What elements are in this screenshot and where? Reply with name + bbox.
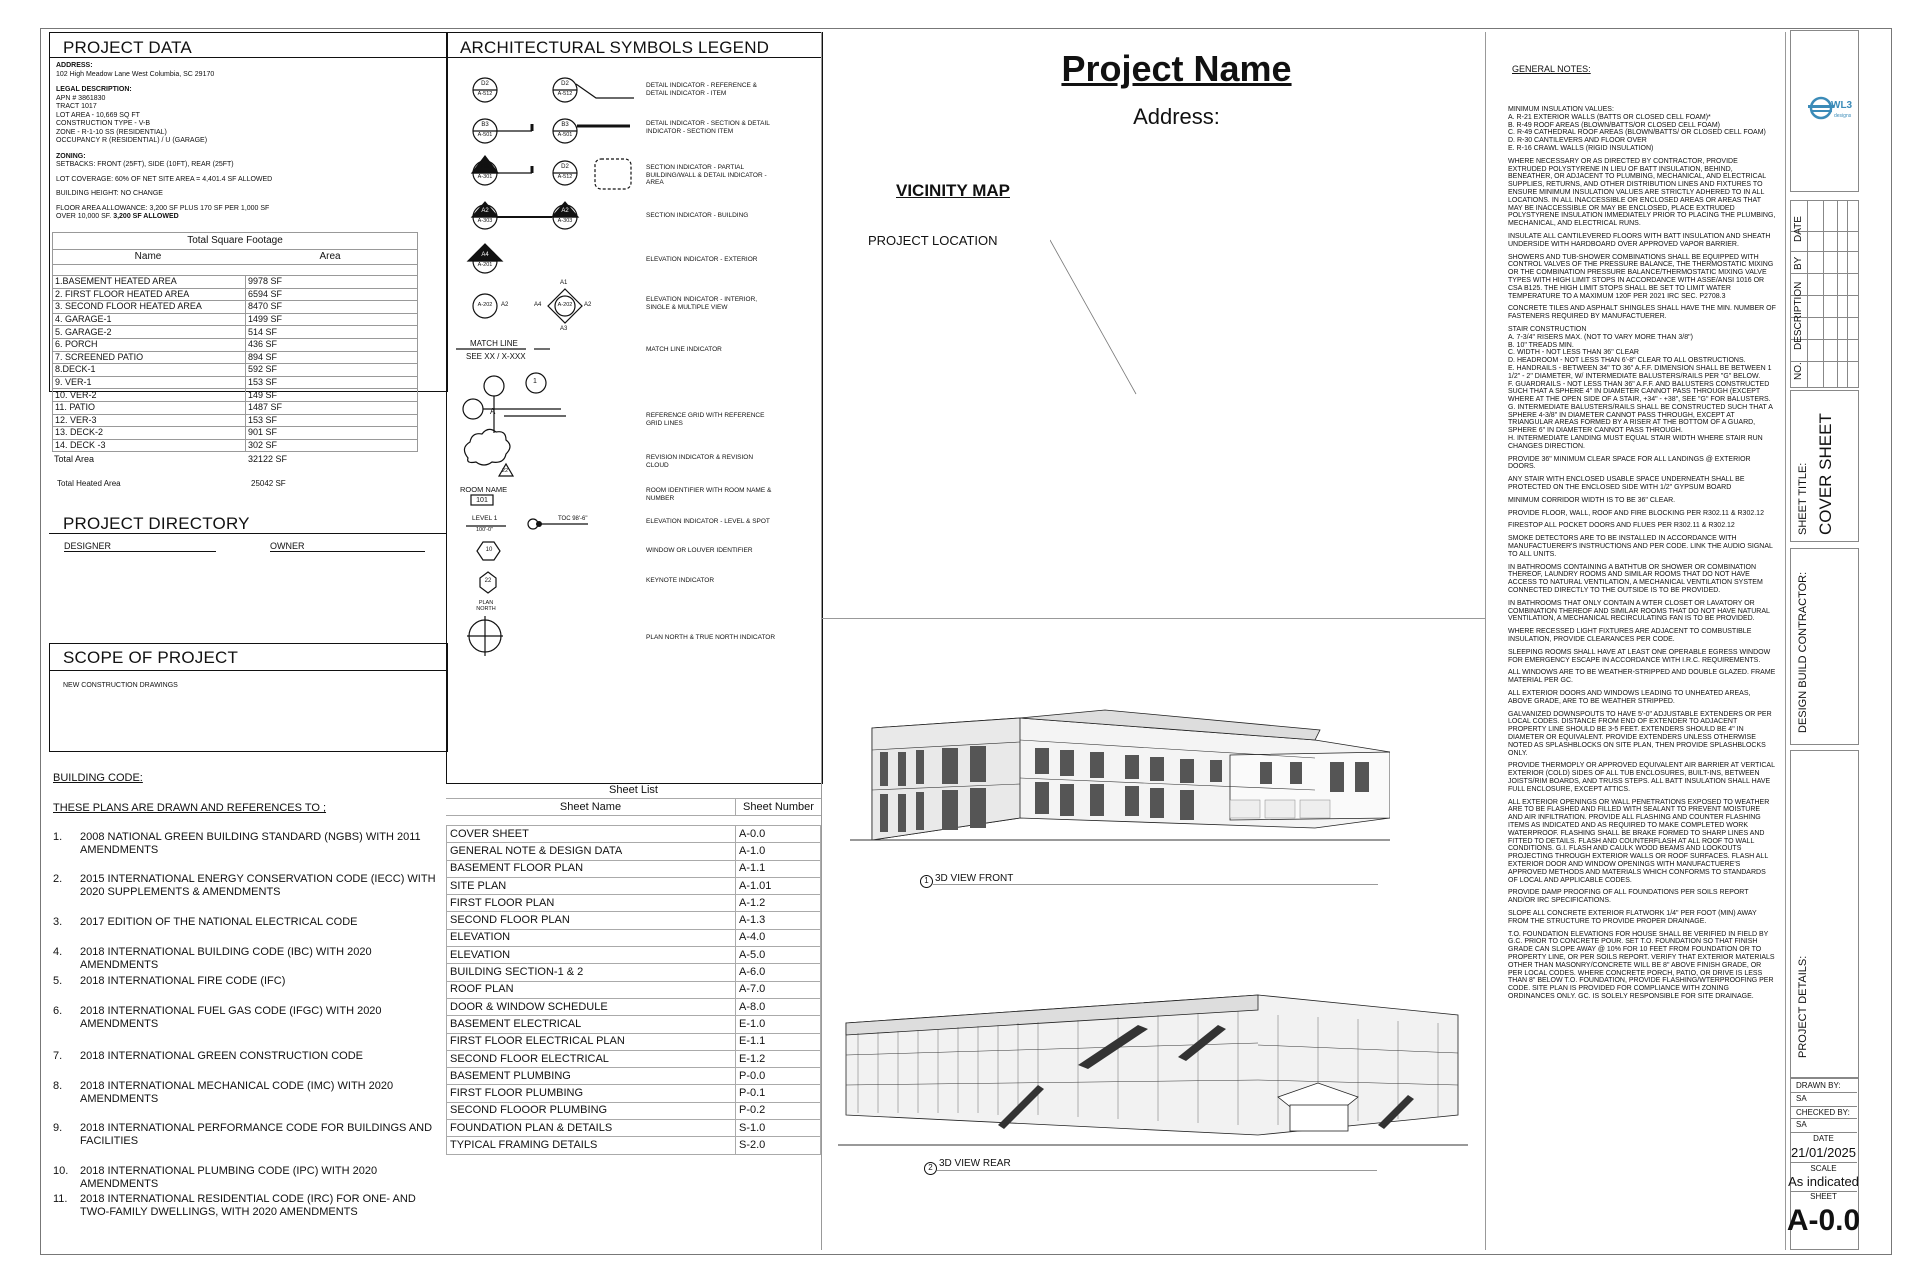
location-leader — [1050, 238, 1140, 398]
legal-line: TRACT 1017 — [56, 103, 97, 110]
general-note: CONCRETE TILES AND ASPHALT SHINGLES SHALL HAVE THE MIN. NUMBER OF FASTENERS REQUIRED BY MANUFACTUERER. — [1508, 305, 1776, 321]
sqft-row-area: 8470 SF — [246, 301, 418, 314]
drawn-by-value: SA — [1796, 1094, 1807, 1103]
directory-title: PROJECT DIRECTORY — [63, 514, 250, 533]
sym-a2: A2 — [584, 302, 592, 308]
sheet-name: FIRST FLOOR PLUMBING — [447, 1085, 736, 1102]
divider — [1790, 1092, 1857, 1093]
general-note: GALVANIZED DOWNSPOUTS TO HAVE 5'-0" ADJUSTABLE EXTENDERS OR PER LOCAL CODES. DISTANCE FROM END OF EXTENDER TO ADJACENT PROPERTY LINE SHOULD BE 3-5 FEET. EXTENDERS SHOULD BE 4" IN DIAMETER OR EQUIVALENT. PROVIDE EXTENDERS UNLESS OTHERWISE NOTED AS SPLASHBLOCKS ON SITE PLAN, THEN PROVIDE SPLASHBLOCKS ONLY. — [1508, 710, 1772, 757]
designer-label: DESIGNER — [64, 541, 216, 552]
legend-item-label: PLAN NORTH & TRUE NORTH INDICATOR — [646, 634, 776, 641]
sheet-name: ELEVATION — [447, 947, 736, 964]
building-code-text: 2008 NATIONAL GREEN BUILDING STANDARD (NGBS) WITH 2011 AMENDMENTS — [80, 831, 421, 856]
sqft-row — [53, 364, 418, 377]
revision-date-label: DATE — [1793, 216, 1804, 242]
sheet-label: SHEET — [1810, 1192, 1837, 1201]
building-code-text: 2018 INTERNATIONAL RESIDENTIAL CODE (IRC) FOR ONE- AND TWO-FAMILY DWELLINGS, WITH 2020 AMENDMENTS — [80, 1193, 416, 1218]
sheet-number-cell: A-1.1 — [736, 860, 821, 877]
sym-a4: A4 — [534, 302, 542, 308]
sym-a303: A-303 — [557, 218, 573, 224]
sym-b3: B3 — [481, 164, 489, 170]
checked-by-label: CHECKED BY: — [1796, 1108, 1850, 1117]
building-code-number: 1. — [53, 831, 63, 843]
setbacks: SETBACKS: FRONT (25FT), SIDE (10FT), REAR (25FT) — [56, 161, 234, 168]
drawn-by-label: DRAWN BY: — [1796, 1081, 1841, 1090]
sheet-number: A-0.0 — [1786, 1204, 1861, 1237]
sheet-list-row — [447, 895, 821, 912]
sym-b3: B3 — [561, 122, 569, 128]
general-note: WHERE RECESSED LIGHT FIXTURES ARE ADJACENT TO COMBUSTIBLE INSULATION, PROVIDE CLEARANCES PER CODE. — [1508, 628, 1752, 644]
divider — [49, 670, 447, 671]
owner-label: OWNER — [270, 541, 425, 552]
sym-room-num: 101 — [476, 497, 488, 504]
sheet-list-row — [447, 998, 821, 1015]
sheet-name: COVER SHEET — [447, 826, 736, 843]
sqft-row-name: 8.DECK-1 — [53, 364, 246, 377]
sqft-row — [53, 288, 418, 301]
divider — [1790, 1132, 1857, 1133]
sqft-row-area: 1487 SF — [246, 401, 418, 414]
sym-a4: A4 — [481, 252, 489, 258]
divider — [49, 533, 447, 534]
sheet-number-cell: A-7.0 — [736, 981, 821, 998]
sqft-row-name: 3. SECOND FLOOR HEATED AREA — [53, 301, 246, 314]
legend-item-label: ELEVATION INDICATOR - EXTERIOR — [646, 256, 758, 263]
sheet-number-cell: A-4.0 — [736, 929, 821, 946]
logo-text: WL3 — [1831, 100, 1853, 111]
sym-see: SEE XX / X-XXX — [466, 352, 526, 361]
sheet-list-row — [447, 1050, 821, 1067]
view-1-number: 1 — [924, 876, 929, 885]
sheet-number-cell: A-1.01 — [736, 877, 821, 894]
sheet-name: BUILDING SECTION-1 & 2 — [447, 964, 736, 981]
divider — [821, 32, 823, 1250]
floor-area-2: OVER 10,000 SF. — [56, 213, 114, 220]
building-code-text: 2018 INTERNATIONAL MECHANICAL CODE (IMC) WITH 2020 AMENDMENTS — [80, 1080, 394, 1105]
project-name: Project Name — [1061, 48, 1292, 89]
sheet-name: SECOND FLOOR PLAN — [447, 912, 736, 929]
sym-a303: A-303 — [477, 218, 493, 224]
sheet-number-cell: A-0.0 — [736, 826, 821, 843]
legend-item-label: WINDOW OR LOUVER IDENTIFIER — [646, 547, 753, 554]
sqft-row-name: 2. FIRST FLOOR HEATED AREA — [53, 288, 246, 301]
sqft-row — [53, 326, 418, 339]
legend-symbols — [446, 58, 822, 658]
legend-item-label: REFERENCE GRID WITH REFERENCE GRID LINES — [646, 412, 765, 427]
sqft-row-area: 9978 SF — [246, 276, 418, 289]
legend-item-label: ELEVATION INDICATOR - LEVEL & SPOT — [646, 518, 770, 525]
sqft-total-label: Total Area — [54, 454, 95, 465]
sqft-row-area: 514 SF — [246, 326, 418, 339]
scope-text: NEW CONSTRUCTION DRAWINGS — [63, 682, 178, 689]
general-note: SHOWERS AND TUB-SHOWER COMBINATIONS SHALL BE EQUIPPED WITH CONTROL VALVES OF THE PRESSURE BALANCE, THE THERMOSTATIC MIXING OR THE COMBINATION PRESSURE BALANCE/THERMOSTATIC MIXING VALVE TYPES WITH HIGH LIMIT STOPS IN ACCORDANCE WITH ASSE/ANSI 1016 OR CSA B125. THE HIGH LIMIT STOPS SHALL BE SET TO LIMIT WATER TEMPERATURE TO A MAXIMUM 120F PER 2021 IRC SEC. P2708.3 — [1508, 253, 1774, 300]
revision-by-label: BY — [1793, 256, 1804, 270]
divider — [1790, 1162, 1857, 1163]
building-code-text: 2017 EDITION OF THE NATIONAL ELECTRICAL CODE — [80, 916, 358, 928]
sym-level: LEVEL 1 — [472, 515, 498, 522]
legend-item-label: ELEVATION INDICATOR - INTERIOR, SINGLE & MULTIPLE VIEW — [646, 296, 758, 311]
sym-a3: A3 — [560, 326, 568, 332]
general-note: T.O. FOUNDATION ELEVATIONS FOR HOUSE SHALL BE VERIFIED IN FIELD BY G.C. PRIOR TO CONCRETE POUR. SET T.O. FOUNDATION SO THAT FINISH GRADE CAN SLOPE AWAY @ 10% FOR 10 FEET FROM FOUNDATION OR TO PROPERTY LINE, OR PER SOILS REPORT. VERIFY THAT EXTERIOR MATERIALS OTHER THAN MASONRY/CONCRETE WILL BE 8" ABOVE FINISH GRADE, OR PER LOCAL CODES. WHERE CONCRETE PORCH, PATIO, OR DRIVE IS LESS THAN 8" BELOW T.O. FOUNDATION, PROVIDE FLASHING/WTERPROOFING PER CODE. SITE PLAN IS PROVIDED FOR COMPLIANCE WITH ZONING ORDINANCES ONLY. GC. IS SOLELY RESPONSIBLE FOR SITE DRAINAGE. — [1508, 930, 1775, 1000]
building-code-number: 3. — [53, 916, 63, 928]
sym-a202: A-202 — [557, 302, 573, 308]
general-note: ALL WINDOWS ARE TO BE WEATHER-STRIPPED AND DOUBLE GLAZED. FRAME MATERIAL PER GC. — [1508, 669, 1776, 685]
sym-a512: A-512 — [557, 91, 573, 97]
sheet-list-row — [447, 860, 821, 877]
sym-a202: A-202 — [477, 302, 493, 308]
sheet-list-row — [447, 1120, 821, 1137]
sym-a2: A2 — [501, 302, 509, 308]
sqft-heated-value: 25042 SF — [251, 479, 286, 489]
sqft-row-name: 12. VER-3 — [53, 414, 246, 427]
sqft-row — [53, 414, 418, 427]
sym-rev: 22 — [502, 468, 509, 474]
sqft-row — [53, 351, 418, 364]
sqft-row-area: 592 SF — [246, 364, 418, 377]
view-1-underline — [933, 884, 1378, 885]
sym-a301: A-301 — [477, 174, 493, 180]
3d-view-rear-drawing — [838, 985, 1468, 1155]
sheet-number-cell: E-1.2 — [736, 1050, 821, 1067]
sheet-list-row — [447, 1102, 821, 1119]
legal-line: CONSTRUCTION TYPE - V-B — [56, 120, 150, 127]
view-2-label: 3D VIEW REAR — [939, 1158, 1011, 1169]
sqft-row-name: 6. PORCH — [53, 338, 246, 351]
sqft-row-name: 5. GARAGE-2 — [53, 326, 246, 339]
building-code-number: 10. — [53, 1165, 69, 1177]
sqft-col-name: Name — [134, 251, 162, 262]
vicinity-map-title: VICINITY MAP — [896, 181, 1010, 200]
sqft-row — [53, 389, 418, 402]
address-label: ADDRESS: — [56, 62, 93, 69]
general-note: MINIMUM INSULATION VALUES: A. R-21 EXTERIOR WALLS (BATTS OR CLOSED CELL FOAM)* B. R-49 ROOF AREAS (BLOWN/BATTS/OR CLOSED CELL FOAM) C. R-49 CATHEDRAL ROOF AREAS (BLOWN/BATTS/ OR CLOSED CELL FOAM) D. R-30 CANTILEVERS AND FLOOR OVER E. R-16 CRAWL WALLS (RIGID INSULATION) — [1508, 106, 1766, 152]
sym-d2: D2 — [481, 81, 489, 87]
sheet-number-cell: S-1.0 — [736, 1120, 821, 1137]
sheet-list-col-number: Sheet Number — [743, 801, 814, 813]
revision-no-label: NO. — [1793, 362, 1804, 380]
legal-label: LEGAL DESCRIPTION: — [56, 86, 132, 93]
sheet-number-cell: P-0.2 — [736, 1102, 821, 1119]
date-value: 21/01/2025 — [1790, 1145, 1857, 1160]
general-note: IN BATHROOMS CONTAINING A BATHTUB OR SHOWER OR COMBINATION THEREOF, LAUNDRY ROOMS AND SIMILAR ROOMS THAT DO NOT HAVE ACCESS TO NATURAL VENTILATION, A MECHANICAL VENTILATION SYSTEM CONNECTED DIRECTLY TO THE OUTSIDE IS TO BE PROVIDED. — [1508, 563, 1763, 595]
sym-grid-a: A — [490, 407, 496, 416]
sqft-row-name: 9. VER-1 — [53, 376, 246, 389]
building-code-text: 2018 INTERNATIONAL FUEL GAS CODE (IFGC) WITH 2020 AMENDMENTS — [80, 1005, 382, 1030]
sheet-name: FOUNDATION PLAN & DETAILS — [447, 1120, 736, 1137]
sqft-row — [53, 401, 418, 414]
sqft-row — [53, 427, 418, 440]
sym-toc: TOC 98'-6" — [558, 516, 588, 522]
building-code-text: 2018 INTERNATIONAL PLUMBING CODE (IPC) WITH 2020 AMENDMENTS — [80, 1165, 378, 1190]
sheet-list-row — [447, 981, 821, 998]
general-note: SLOPE ALL CONCRETE EXTERIOR FLATWORK 1/4" PER FOOT (MIN) AWAY FROM THE STRUCTURE TO PROVIDE PROPER DRAINAGE. — [1508, 909, 1757, 925]
sheet-number-cell: P-0.1 — [736, 1085, 821, 1102]
general-note: FIRESTOP ALL POCKET DOORS AND FLUES PER R302.11 & R302.12 — [1508, 522, 1735, 530]
sheet-name: FIRST FLOOR PLAN — [447, 895, 736, 912]
sheet-name: SECOND FLOOR ELECTRICAL — [447, 1050, 736, 1067]
sqft-row-area: 894 SF — [246, 351, 418, 364]
sym-d2: D2 — [561, 164, 569, 170]
sheet-number-cell: E-1.0 — [736, 1016, 821, 1033]
sym-a2: A2 — [481, 208, 489, 214]
general-notes-title: GENERAL NOTES: — [1512, 64, 1591, 74]
sheet-list-row — [447, 1068, 821, 1085]
building-code-number: 8. — [53, 1080, 63, 1092]
sqft-row-area: 6594 SF — [246, 288, 418, 301]
sqft-row-name: 1.BASEMENT HEATED AREA — [53, 276, 246, 289]
divider — [1790, 1118, 1857, 1119]
sym-a1: A1 — [560, 280, 568, 286]
general-note: WHERE NECESSARY OR AS DIRECTED BY CONTRACTOR, PROVIDE EXTRUDED POLYSTYRENE IN LIEU OF BATT INSULATION, BEHIND, BENEATHER, OR ADJACENT TO PLUMBING, MECHANICAL, AND ELECTRICAL SUPPLIES, RETURNS, AND OTHER DISTRIBUTION LINES AND FIXTURES TO ENSURE MINIMUM INSULATION VALUES ARE STRICTLY ADHERED TO IN ALL LOCATIONS. IN ALL INACCESSIBLE OR ENCLOSED AREAS OR AREAS THAT MAY BE INACCESSIBLE OR MAY BE ENCLOSED, PLACE EXTRUDED POLYSTYRENE INSULATION IMMEDIATELY PRIOR TO PLACING THE PLUMBING, MECHANICAL, AND ELECTRICAL RUNS. — [1508, 157, 1776, 228]
sheet-list-row — [447, 1137, 821, 1154]
general-note: ALL EXTERIOR DOORS AND WINDOWS LEADING TO UNHEATED AREAS, ABOVE GRADE, ARE TO BE WEATHER STRIPPED. — [1508, 690, 1751, 705]
sqft-row-area: 302 SF — [246, 439, 418, 452]
zoning-label: ZONING: — [56, 152, 86, 160]
sym-plan-north: PLAN NORTH — [476, 600, 496, 612]
sqft-row-area: 901 SF — [246, 427, 418, 440]
sheet-name: ELEVATION — [447, 929, 736, 946]
sqft-row-area: 1499 SF — [246, 313, 418, 326]
sheet-list-row — [447, 843, 821, 860]
sheet-number-cell: E-1.1 — [736, 1033, 821, 1050]
general-note: PROVIDE FLOOR, WALL, ROOF AND FIRE BLOCKING PER R302.11 & R302.12 — [1508, 509, 1764, 517]
sheet-number-cell: A-6.0 — [736, 964, 821, 981]
sheet-list-row — [447, 1016, 821, 1033]
sheet-name: GENERAL NOTE & DESIGN DATA — [447, 843, 736, 860]
floor-area-allowed: 3,200 SF ALLOWED — [113, 213, 179, 220]
logo-subtext: designs — [1834, 113, 1852, 119]
legal-line: ZONE - R-1-10 SS (RESIDENTIAL) — [56, 128, 167, 136]
sheet-list-title: Sheet List — [446, 782, 821, 799]
building-code-title: BUILDING CODE: — [53, 772, 143, 784]
sqft-total-value: 32122 SF — [248, 454, 288, 465]
legend-item-label: MATCH LINE INDICATOR — [646, 346, 722, 353]
divider — [821, 618, 1485, 619]
contractor-label: DESIGN BUILD CONTRACTOR: — [1797, 571, 1809, 733]
legend-item-label: KEYNOTE INDICATOR — [646, 577, 715, 584]
sheet-number-cell: A-5.0 — [736, 947, 821, 964]
sheet-list — [446, 782, 821, 1155]
sym-grid-1: 1 — [533, 378, 537, 385]
general-note: IN BATHROOMS THAT ONLY CONTAIN A WTER CLOSET OR LAVATORY OR COMBINATION THEREOF AND SIMILAR ROOMS THAT DO NOT HAVE NATURAL VENTILATION, A MECHANICAL RECIRCULATING FAN IS TO BE PROVIDED. — [1508, 599, 1770, 623]
legend-item-label: DETAIL INDICATOR - SECTION & DETAIL INDICATOR - SECTION ITEM — [646, 120, 770, 135]
legend-item-label: ROOM IDENTIFIER WITH ROOM NAME & NUMBER — [646, 487, 772, 502]
sqft-row-area: 153 SF — [246, 414, 418, 427]
sheet-list-row — [447, 1033, 821, 1050]
building-code-text: 2018 INTERNATIONAL BUILDING CODE (IBC) WITH 2020 AMENDMENTS — [80, 946, 372, 971]
general-note: ALL EXTERIOR OPENINGS OR WALL PENETRATIONS EXPOSED TO WEATHER ARE TO BE FLASHED AND FILLED WITH SEALANT TO PREVENT MOISTURE AND AIR INFILTRATION. PROVIDE ALL FLASHING AND COUNTER FLASHING ITEMS AS INDICATED AND AS REQUIRED TO MAKE COMPLETED WORK WATERPROOF. FLASHING SHALL BE BRAKE FORMED TO SHARP LINES AND FITTED TO DETAILS. FLASH AND COUNTERFLASH AT ALL ROOF TO WALL CONDITIONS. G.I. FLASH AND CAULK WOOD BEAMS AND LOOKOUTS PROJECTING THROUGH EXTERIOR WALLS OR ROOF SURFACES. FLASH ALL EXTERIOR DOOR AND WINDOW OPENINGS WITH MANUFACTUERE'S APPROVED METHODS AND MATERIALS WHICH CONFORMS TO STANDARDS OF LOCAL AND APPLICABLE CODES. — [1508, 798, 1770, 884]
building-code-number: 9. — [53, 1122, 63, 1134]
sqft-row-area: 436 SF — [246, 338, 418, 351]
sheet-number-cell: A-1.2 — [736, 895, 821, 912]
sqft-row — [53, 313, 418, 326]
sym-a512: A-512 — [557, 174, 573, 180]
sqft-heated-label: Total Heated Area — [57, 479, 121, 489]
sym-a512: A-512 — [477, 91, 493, 97]
sheet-name: TYPICAL FRAMING DETAILS — [447, 1137, 736, 1154]
revision-description-label: DESCRIPTION — [1793, 281, 1804, 350]
sqft-row-name: 14. DECK -3 — [53, 439, 246, 452]
general-note: INSULATE ALL CANTILEVERED FLOORS WITH BATT INSULATION AND SHEATH UNDERSIDE WITH HARDBOARD OVER APPROVED VAPOR BARRIER. — [1508, 232, 1771, 248]
general-note: PROVIDE 36" MINIMUM CLEAR SPACE FOR ALL LANDINGS @ EXTERIOR DOORS. — [1508, 455, 1751, 471]
scale-label: SCALE — [1810, 1164, 1837, 1173]
divider — [1790, 1106, 1857, 1107]
sym-window: 10 — [485, 547, 493, 553]
sqft-row-name: 4. GARAGE-1 — [53, 313, 246, 326]
sqft-row-name: 10. VER-2 — [53, 389, 246, 402]
project-data-text — [56, 62, 436, 222]
sheet-name: DOOR & WINDOW SCHEDULE — [447, 998, 736, 1015]
building-code-number: 7. — [53, 1050, 63, 1062]
sym-room-name: ROOM NAME — [460, 485, 508, 494]
sheet-list-row — [447, 964, 821, 981]
sqft-col-area: Area — [319, 251, 341, 262]
building-code-text: 2018 INTERNATIONAL PERFORMANCE CODE FOR BUILDINGS AND FACILITIES — [80, 1122, 433, 1147]
sheet-list-row — [447, 912, 821, 929]
floor-area: FLOOR AREA ALLOWANCE: 3,200 SF PLUS 170 SF PER 1,000 SF — [56, 204, 270, 212]
sym-keynote: 22 — [484, 578, 492, 584]
sheet-number-cell: S-2.0 — [736, 1137, 821, 1154]
sqft-row-name: 7. SCREENED PATIO — [53, 351, 246, 364]
date-label: DATE — [1813, 1134, 1834, 1143]
general-note: PROVIDE DAMP PROOFING OF ALL FOUNDATIONS PER SOILS REPORT AND/OR IRC SPECIFICATIONS. — [1508, 889, 1749, 905]
sym-a501: A-501 — [557, 132, 573, 138]
legal-line: OCCUPANCY R (RESIDENTIAL) / U (GARAGE) — [56, 137, 208, 144]
sqft-row — [53, 276, 418, 289]
sheet-list-rows — [446, 825, 821, 1155]
sym-level-el: 100'-0" — [476, 527, 494, 533]
sheet-number-cell: A-8.0 — [736, 998, 821, 1015]
legend-item-label: REVISION INDICATOR & REVISION CLOUD — [646, 454, 754, 469]
sheet-name: ROOF PLAN — [447, 981, 736, 998]
building-code-subtitle: THESE PLANS ARE DRAWN AND REFERENCES TO ; — [53, 802, 327, 814]
building-code-number: 5. — [53, 975, 63, 987]
project-location-label: PROJECT LOCATION — [868, 233, 998, 248]
sheet-name: SECOND FLOOOR PLUMBING — [447, 1102, 736, 1119]
general-note: SLEEPING ROOMS SHALL HAVE AT LEAST ONE OPERABLE EGRESS WINDOW FOR EMERGENCY ESCAPE IN ACCORDANCE WITH I.R.C. REQUIREMENTS. — [1508, 648, 1771, 664]
building-code-text: 2015 INTERNATIONAL ENERGY CONSERVATION CODE (IECC) WITH 2020 SUPPLEMENTS & AMENDMENTS — [80, 873, 436, 898]
sheet-name: FIRST FLOOR ELECTRICAL PLAN — [447, 1033, 736, 1050]
lot-coverage: LOT COVERAGE: 60% OF NET SITE AREA = 4,401.4 SF ALLOWED — [56, 175, 273, 183]
divider — [1485, 32, 1487, 1250]
scale-value: As indicated — [1788, 1174, 1859, 1189]
view-2-number: 2 — [928, 1163, 933, 1172]
sqft-row-area: 149 SF — [246, 389, 418, 402]
building-code-number: 6. — [53, 1005, 63, 1017]
divider — [49, 57, 447, 58]
checked-by-value: SA — [1796, 1120, 1807, 1129]
view-2-underline — [937, 1170, 1377, 1171]
legend-title: ARCHITECTURAL SYMBOLS LEGEND — [460, 38, 770, 57]
address-value: 102 High Meadow Lane West Columbia, SC 29170 — [56, 70, 215, 78]
sqft-row — [53, 376, 418, 389]
general-note: SMOKE DETECTORS ARE TO BE INSTALLED IN ACCORDANCE WITH MANUFACTUERER'S INSTRUCTIONS AND PER CODE. LINK THE AUDIO SIGNAL TO ALL UNITS. — [1508, 535, 1773, 558]
sym-a501: A-501 — [477, 132, 493, 138]
building-height: BUILDING HEIGHT: NO CHANGE — [56, 190, 163, 197]
3d-view-front-drawing — [850, 700, 1390, 850]
building-code-number: 4. — [53, 946, 63, 958]
legend-item-label: SECTION INDICATOR - BUILDING — [646, 212, 749, 219]
legal-line: APN # 3861830 — [56, 94, 106, 102]
title-block-border — [1785, 32, 1787, 1250]
sym-a2: A2 — [561, 208, 569, 214]
sheet-list-row — [447, 929, 821, 946]
project-details-label: PROJECT DETAILS: — [1797, 955, 1809, 1058]
sheet-name: BASEMENT FLOOR PLAN — [447, 860, 736, 877]
sqft-title: Total Square Footage — [52, 232, 418, 250]
sqft-row-name: 13. DECK-2 — [53, 427, 246, 440]
general-note: ANY STAIR WITH ENCLOSED USABLE SPACE UNDERNEATH SHALL BE PROTECTED ON THE ENCLOSED SIDE WITH 1/2" GYPSUM BOARD — [1508, 476, 1745, 492]
square-footage-table — [52, 232, 418, 488]
general-note: MINIMUM CORRIDOR WIDTH IS TO BE 36" CLEAR. — [1508, 496, 1676, 504]
sheet-list-row — [447, 1085, 821, 1102]
sheet-title-label: SHEET TITLE: — [1797, 462, 1809, 535]
general-note: PROVIDE THERMOPLY OR APPROVED EQUIVALENT AIR BARRIER AT VERTICAL EXTERIOR (COLD) SIDES OF ALL TUB ENCLOSURES, BUILT-INS, BETWEEN JOISTS/RIM BOARDS, AND TRUSS STEPS. ALL BATT INSULATION SHALL HAVE FULL ENCLOSURE, EXCEPT ATTICS. — [1508, 762, 1775, 793]
sheet-name: BASEMENT PLUMBING — [447, 1068, 736, 1085]
sheet-list-row — [447, 877, 821, 894]
sym-b3: B3 — [481, 122, 489, 128]
sqft-row-name: 11. PATIO — [53, 401, 246, 414]
building-code-text: 2018 INTERNATIONAL GREEN CONSTRUCTION CODE — [80, 1050, 363, 1062]
sym-a201: A-201 — [477, 262, 493, 268]
building-code-text: 2018 INTERNATIONAL FIRE CODE (IFC) — [80, 975, 286, 987]
general-notes-body — [1508, 106, 1776, 1006]
sheet-number-cell: A-1.0 — [736, 843, 821, 860]
sheet-title-value: COVER SHEET — [1816, 413, 1835, 535]
legal-line: LOT AREA - 10,669 SQ FT — [56, 111, 140, 119]
building-code-number: 11. — [53, 1193, 68, 1205]
sym-d2: D2 — [561, 81, 569, 87]
sqft-row-area: 153 SF — [246, 376, 418, 389]
project-address: Address: — [1133, 104, 1220, 129]
sqft-row — [53, 301, 418, 314]
sqft-rows — [52, 275, 418, 452]
sqft-row — [53, 338, 418, 351]
sqft-row — [53, 439, 418, 452]
general-note: STAIR CONSTRUCTION A. 7-3/4" RISERS MAX. (NOT TO VARY MORE THAN 3/8") B. 10" TREADS MIN. C. WIDTH - NOT LESS THAN 36" CLEAR D. HEADROOM - NOT LESS THAN 6'-8" CLEAR TO ALL OBSTRUCTIONS. E. HANDRAILS - BETWEEN 34" TO 36" A.F.F. DIMENSION SHALL BE BETWEEN 1 1/2" - 2" DIAMETER, W/ INTERMEDIATE BALUSTERS/RAILS PER "G" BELOW. F. GUARDRAILS - NOT LESS THAN 36" A.F.F. AND BALUSTERS CONSTRUCTED SUCH THAT A SPHERE 4" IN DIAMETER CANNOT PASS THROUGH (EXCEPT WHERE AT THE OPEN SIDE OF A STAIR, +34" - +38", SEE "G" FOR BALUSTERS. G. INTERMEDIATE BALUSTERS/RAILS SHALL BE CONSTRUCTED SUCH THAT A SPHERE 4-3/8" IN DIAMETER CANNOT PASS THROUGH, EXCEPT AT TRIANGULAR AREAS FORMED BY A RISER AT THE BOTTOM OF A GUARD, SPHERE 6" IN DIAMETER CANNOT PASS THROUGH. H. INTERMEDIATE LANDING MUST EQUAL STAIR WIDTH WHERE STAIR RUN CHANGES DIRECTION. — [1508, 325, 1773, 450]
legend-item-label: DETAIL INDICATOR - REFERENCE & DETAIL INDICATOR - ITEM — [646, 82, 757, 97]
sheet-number-cell: P-0.0 — [736, 1068, 821, 1085]
sheet-list-row — [447, 947, 821, 964]
sheet-name: SITE PLAN — [447, 877, 736, 894]
sheet-name: BASEMENT ELECTRICAL — [447, 1016, 736, 1033]
sheet-list-col-name: Sheet Name — [446, 799, 736, 815]
sym-match-line: MATCH LINE — [470, 339, 518, 348]
legend-item-label: SECTION INDICATOR - PARTIAL BUILDING/WALL & DETAIL INDICATOR - AREA — [646, 164, 767, 186]
project-data-title: PROJECT DATA — [63, 38, 192, 57]
building-code-number: 2. — [53, 873, 63, 885]
sheet-number-cell: A-1.3 — [736, 912, 821, 929]
scope-title: SCOPE OF PROJECT — [63, 648, 239, 667]
view-1-label: 3D VIEW FRONT — [935, 873, 1014, 884]
sheet-list-row — [447, 826, 821, 843]
